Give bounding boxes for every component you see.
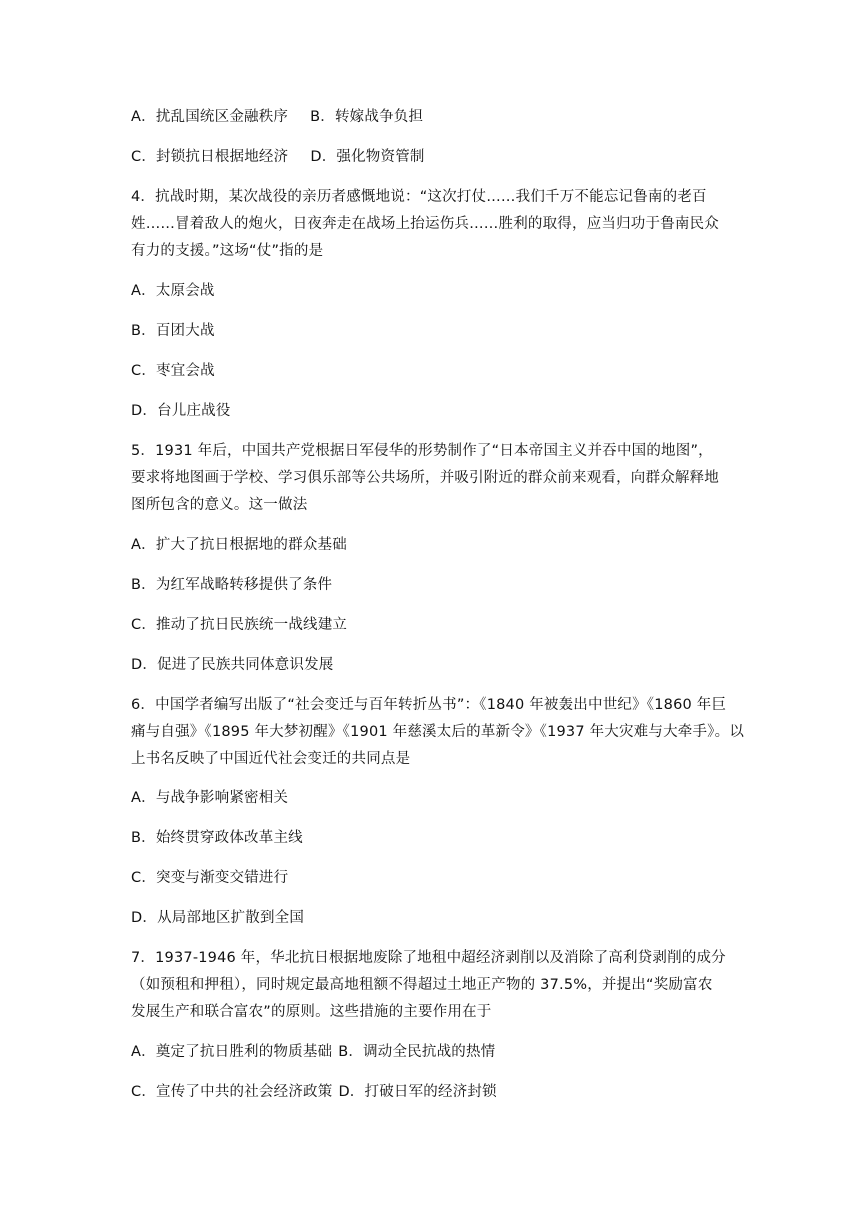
q3-options-row-1 <box>131 107 423 127</box>
q3-option-d: D．强化物资管制 <box>310 149 425 165</box>
q6-stem-line-3: 上书名反映了中国近代社会变迁的共同点是 <box>131 751 411 767</box>
q5-stem-line-3: 图所包含的意义。这一做法 <box>131 497 308 513</box>
q7-options-row-2 <box>131 1082 497 1102</box>
q4-stem-line-3: 有力的支援。”这场“仗”指的是 <box>131 243 324 259</box>
q5-option-d: D．促进了民族共同体意识发展 <box>131 657 334 673</box>
q7-stem-line-1: 7．1937-1946 年，华北抗日根据地废除了地租中超经济剥削以及消除了高利贷剥削的成分 <box>131 950 726 966</box>
q6-option-c: C．突变与渐变交错进行 <box>131 870 289 886</box>
q4-stem-line-1: 4．抗战时期，某次战役的亲历者感慨地说：“这次打仗……我们千万不能忘记鲁南的老百 <box>131 189 707 205</box>
q6-option-d: D．从局部地区扩散到全国 <box>131 910 305 926</box>
q6-stem-line-2: 痛与自强》《1895 年大梦初醒》《1901 年慈溪太后的革新令》《1937 年大灾难与大牵手》。以 <box>131 724 745 740</box>
q3-options-row-2 <box>131 147 425 167</box>
q6-option-b: B．始终贯穿政体改革主线 <box>131 830 303 846</box>
q5-option-b: B．为红军战略转移提供了条件 <box>131 577 333 593</box>
q3-option-c: C．封锁抗日根据地经济 <box>131 149 289 165</box>
q6-option-a: A．与战争影响紧密相关 <box>131 790 289 806</box>
q7-option-a: A．奠定了抗日胜利的物质基础 <box>131 1044 333 1060</box>
q4-option-c: C．枣宜会战 <box>131 363 215 379</box>
q5-option-c: C．推动了抗日民族统一战线建立 <box>131 617 348 633</box>
q7-option-c: C．宣传了中共的社会经济政策 <box>131 1084 333 1100</box>
q7-stem-line-3: 发展生产和联合富农”的原则。这些措施的主要作用在于 <box>131 1004 492 1020</box>
q5-option-a: A．扩大了抗日根据地的群众基础 <box>131 537 347 553</box>
q3-option-a: A．扰乱国统区金融秩序 <box>131 109 289 125</box>
q4-stem-line-2: 姓……冒着敌人的炮火，日夜奔走在战场上抬运伤兵……胜利的取得，应当归功于鲁南民众 <box>131 216 719 232</box>
q4-option-b: B．百团大战 <box>131 323 215 339</box>
q5-stem-line-1: 5．1931 年后，中国共产党根据日军侵华的形势制作了“日本帝国主义并吞中国的地图”， <box>131 443 713 459</box>
q7-option-d: D．打破日军的经济封锁 <box>338 1084 497 1100</box>
q4-option-d: D．台儿庄战役 <box>131 403 231 419</box>
q7-option-b: B．调动全民抗战的热情 <box>338 1044 496 1060</box>
q3-option-b: B．转嫁战争负担 <box>310 109 424 125</box>
q7-stem-line-2: （如预租和押租），同时规定最高地租额不得超过土地正产物的 37.5%，并提出“奖励富农 <box>131 977 713 993</box>
q5-stem-line-2: 要求将地图画于学校、学习俱乐部等公共场所，并吸引附近的群众前来观看，向群众解释地 <box>131 470 719 486</box>
q6-stem-line-1: 6．中国学者编写出版了“社会变迁与百年转折丛书”：《1840 年被轰出中世纪》《1860 年巨 <box>131 697 727 713</box>
q7-options-row-1 <box>131 1042 495 1062</box>
q4-option-a: A．太原会战 <box>131 283 215 299</box>
